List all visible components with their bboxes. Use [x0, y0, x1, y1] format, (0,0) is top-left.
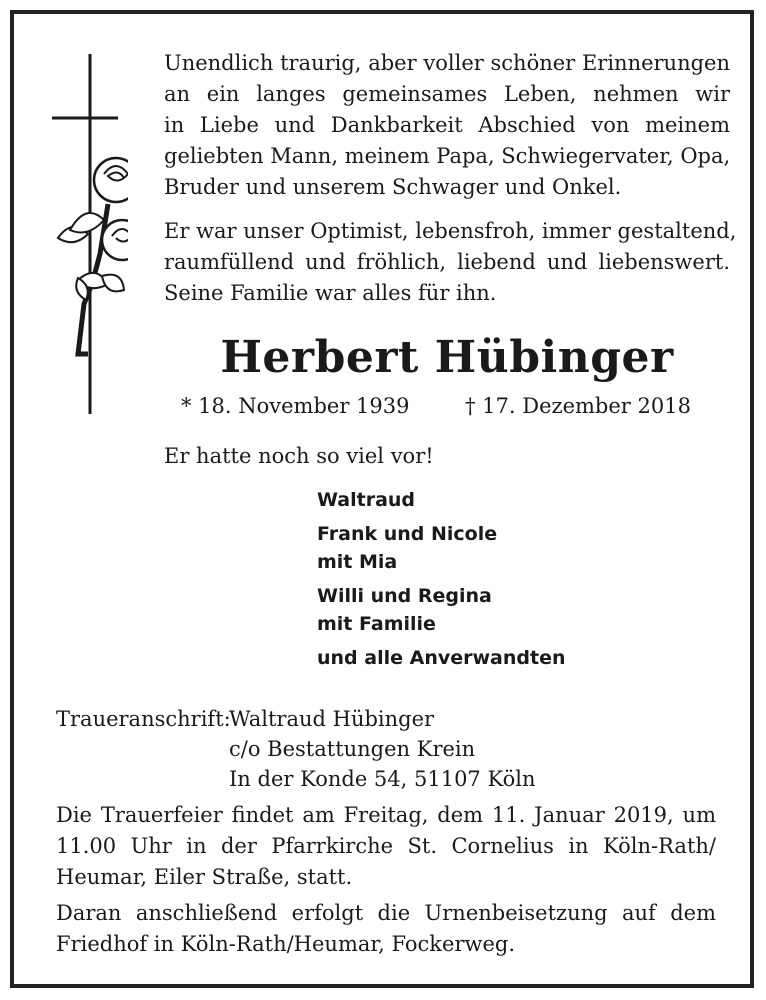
tribute-line: raumfüllend und fröhlich, liebend und liebenswert.	[164, 250, 730, 274]
mourner-name: mit Familie	[317, 613, 436, 635]
cross-with-roses-icon	[48, 54, 128, 414]
mourning-address	[56, 704, 535, 794]
ceremony-paragraph	[56, 800, 716, 893]
mourner-name: Willi und Regina	[317, 585, 492, 607]
remark: Er hatte noch so viel vor!	[164, 444, 434, 468]
mourner-group	[317, 582, 565, 638]
address-label: Traueranschrift:	[56, 707, 231, 731]
mourners-list	[317, 486, 565, 678]
deceased-name: Herbert Hübinger	[220, 332, 674, 383]
burial-line: Daran anschließend erfolgt die Urnenbeisetzung auf dem	[56, 901, 716, 925]
address-line: c/o Bestattungen Krein	[229, 737, 476, 761]
birth-date: * 18. November 1939	[181, 394, 410, 418]
mourner-group	[317, 486, 565, 514]
burial-paragraph	[56, 898, 716, 960]
address-line: In der Konde 54, 51107 Köln	[229, 767, 536, 791]
intro-paragraph	[164, 48, 730, 203]
mourner-name: Frank und Nicole	[317, 523, 498, 545]
mourner-name: und alle Anverwandten	[317, 647, 566, 669]
tribute-line: Seine Familie war alles für ihn.	[164, 281, 497, 305]
intro-line: geliebten Mann, meinem Papa, Schwiegervater, Opa,	[164, 144, 731, 168]
mourner-group	[317, 644, 565, 672]
obituary-notice	[10, 10, 754, 988]
intro-line: in Liebe und Dankbarkeit Abschied von meinem	[164, 113, 730, 137]
tribute-line: Er war unser Optimist, lebensfroh, immer gestaltend,	[164, 219, 737, 243]
address-line: Waltraud Hübinger	[229, 707, 435, 731]
ceremony-line: Die Trauerfeier findet am Freitag, dem 11. Januar 2019, um	[56, 803, 716, 827]
intro-line: Unendlich traurig, aber voller schöner Erinnerungen	[164, 51, 730, 75]
tribute-paragraph	[164, 216, 737, 309]
intro-line: Bruder und unserem Schwager und Onkel.	[164, 175, 622, 199]
mourner-group	[317, 520, 565, 576]
mourner-name: mit Mia	[317, 551, 398, 573]
death-date: † 17. Dezember 2018	[465, 394, 691, 418]
intro-line: an ein langes gemeinsames Leben, nehmen wir	[164, 82, 730, 106]
ceremony-line: 11.00 Uhr in der Pfarrkirche St. Cornelius in Köln-Rath/	[56, 834, 716, 858]
mourner-name: Waltraud	[317, 489, 416, 511]
burial-line: Friedhof in Köln-Rath/Heumar, Fockerweg.	[56, 932, 516, 956]
ceremony-line: Heumar, Eiler Straße, statt.	[56, 865, 353, 889]
